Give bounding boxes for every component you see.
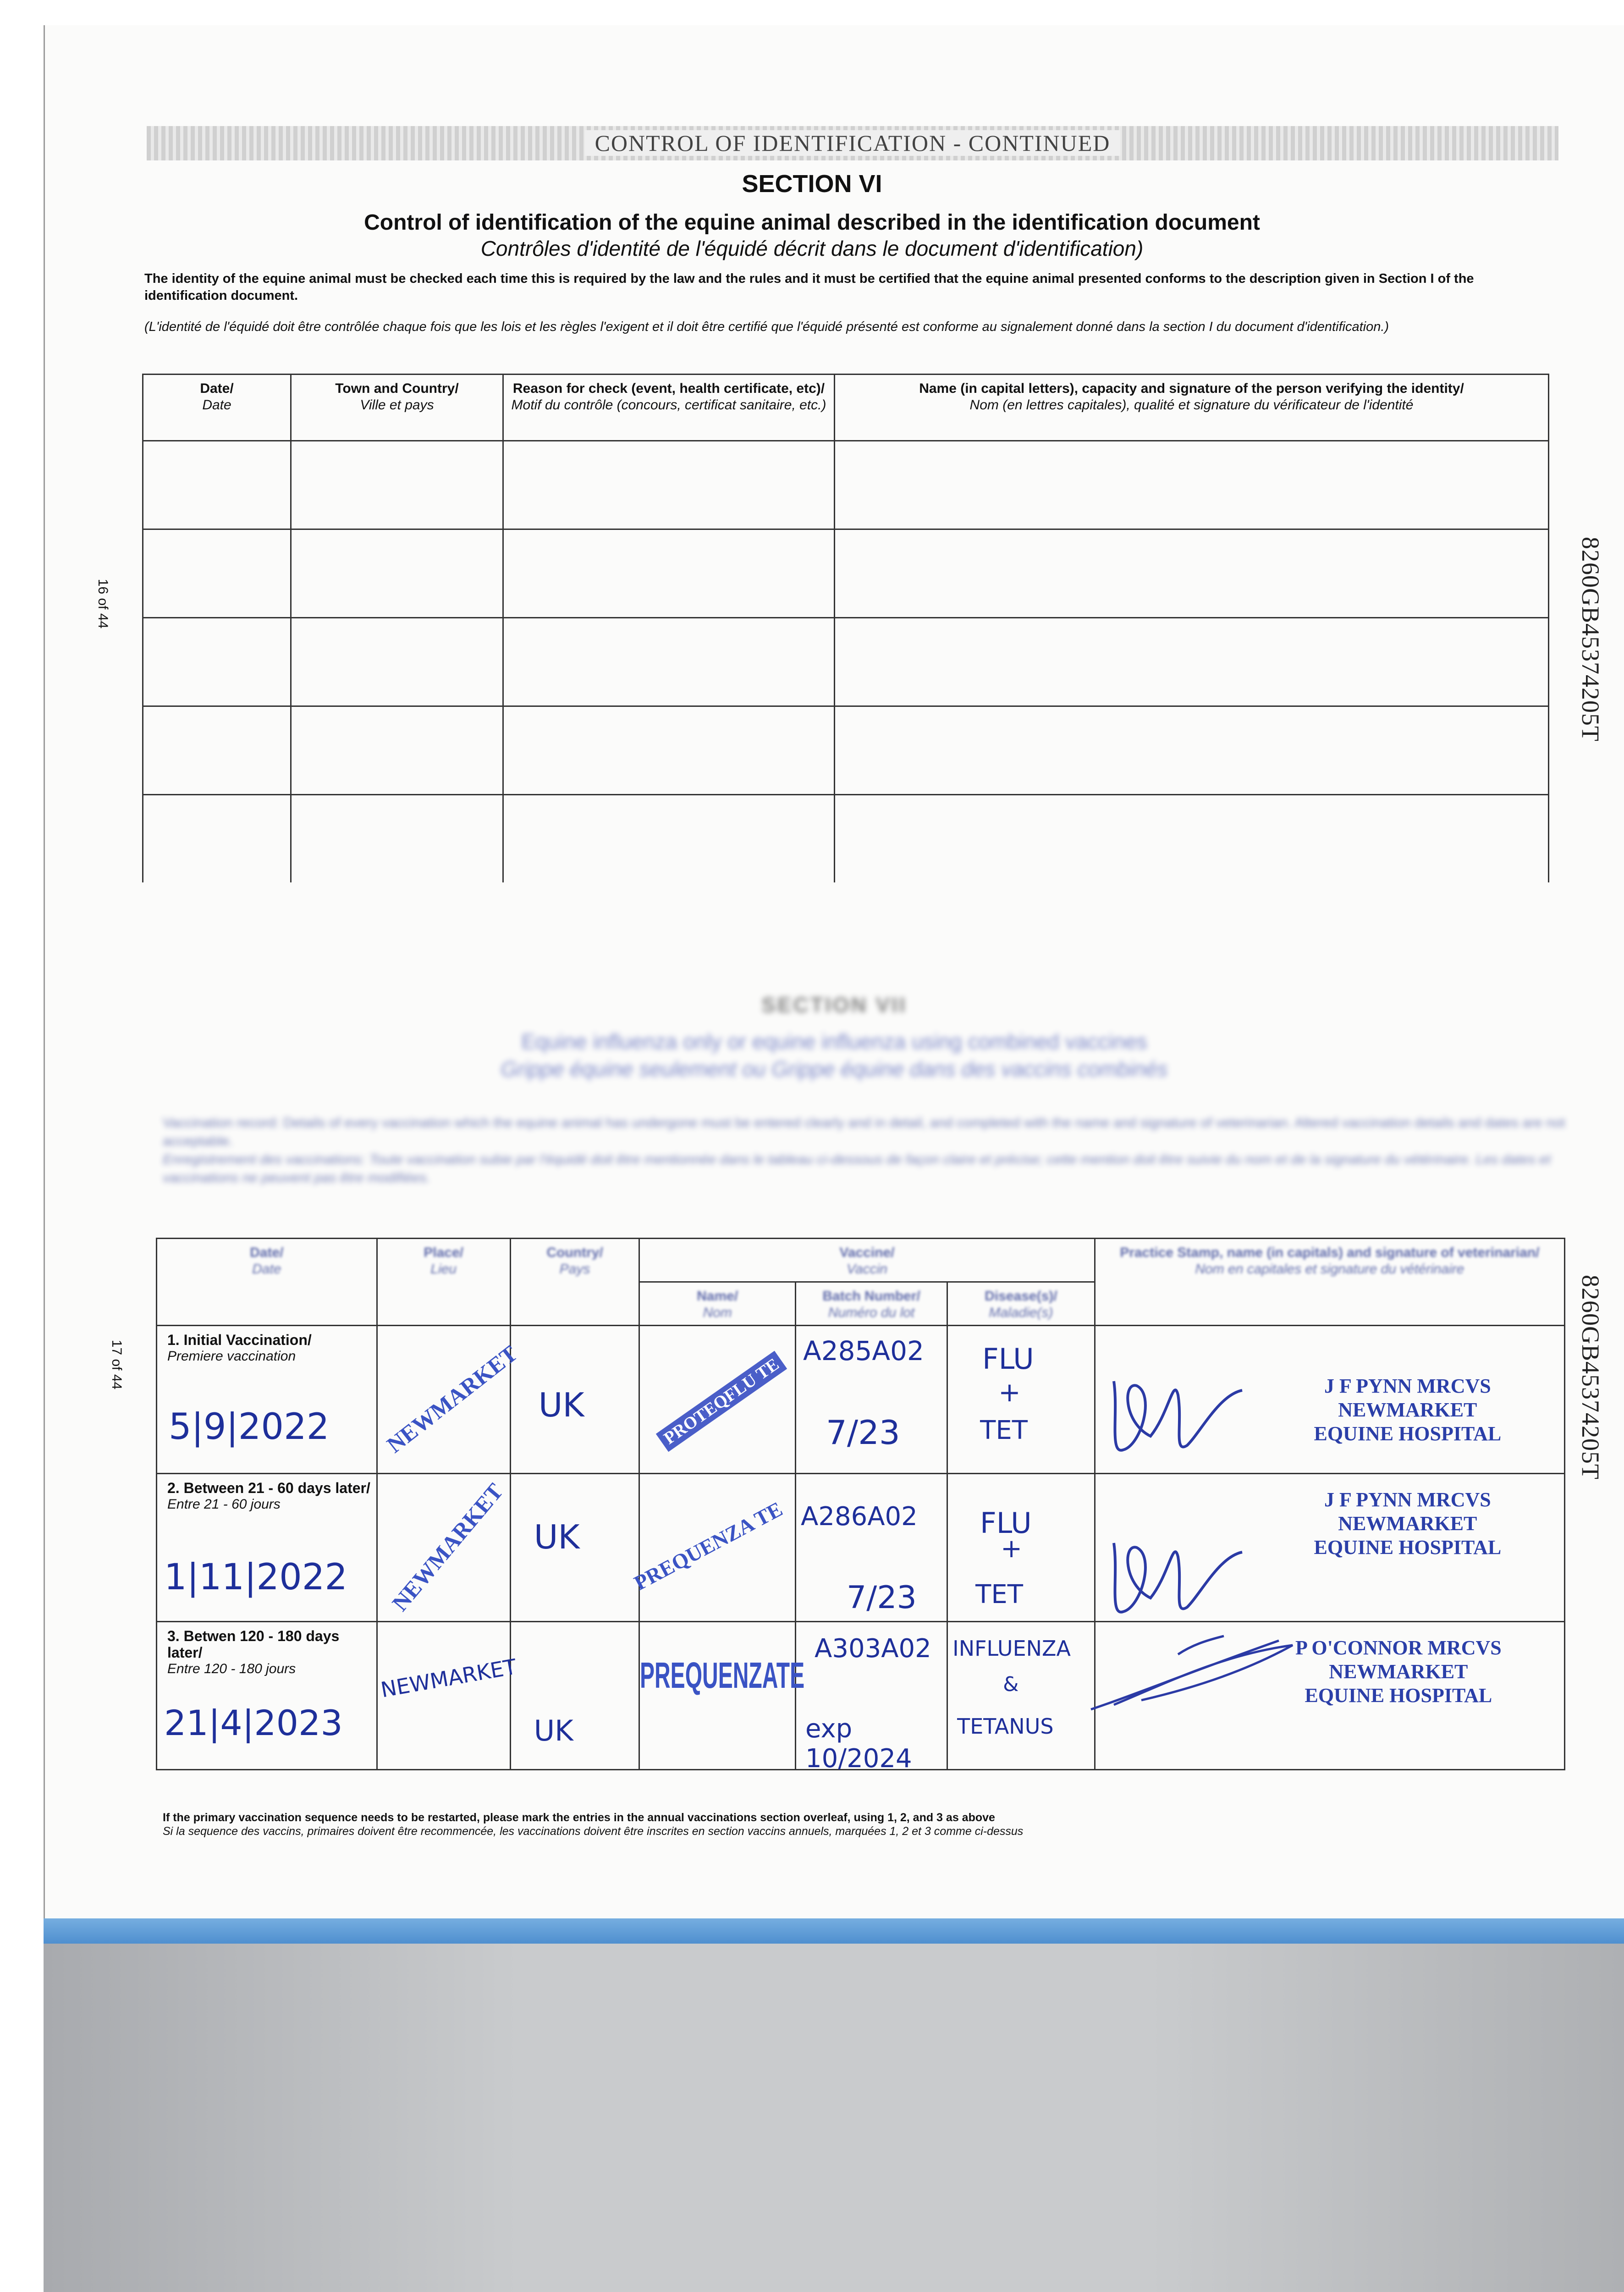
disease-2: TET	[975, 1580, 1023, 1609]
disease-2: TETANUS	[957, 1714, 1054, 1739]
cell-reason[interactable]	[503, 441, 835, 529]
col-batch: Batch Number/ Numéro du lot	[796, 1282, 947, 1326]
cell-town[interactable]	[291, 706, 503, 795]
cell-reason[interactable]	[503, 795, 835, 883]
table-row	[143, 618, 1549, 706]
table-row	[157, 1474, 1565, 1622]
col-date: Date/ Date	[157, 1239, 377, 1326]
cell-batch	[796, 1622, 947, 1774]
vet-stamp: P O'CONNOR MRCVS NEWMARKET EQUINE HOSPITAL	[1295, 1636, 1502, 1707]
vaccination-table	[156, 1238, 1565, 1774]
section-vi-intro-fr: (L'identité de l'équidé doit être contrôlée chaque fois que les lois et les règles l'exigent et il doit être certifié que l'équidé présenté est conforme au signalement donné dans la section I du document d'identification.)	[144, 320, 1389, 334]
cell-date[interactable]	[143, 618, 291, 706]
cell-country	[510, 1326, 639, 1474]
cell-reason[interactable]	[503, 706, 835, 795]
col-disease: Disease(s)/ Maladie(s)	[947, 1282, 1095, 1326]
col-place: Place/ Lieu	[377, 1239, 510, 1326]
cell-vaccine-name	[639, 1622, 805, 1770]
cell-town[interactable]	[291, 795, 503, 883]
batch-expiry: exp 10/2024	[805, 1714, 912, 1774]
place-stamp: NEWMARKET	[386, 1478, 508, 1616]
cell-stamp	[1095, 1326, 1564, 1474]
table-row	[143, 706, 1549, 795]
col-stamp: Practice Stamp, name (in capitals) and signature of veterinarian/ Nom en capitales et signature du vétérinaire	[1095, 1239, 1564, 1326]
row-label: 3. Betwen 120 - 180 days later/ Entre 120 - 180 jours	[167, 1628, 340, 1676]
section-band	[147, 126, 1558, 160]
col-vaccine-name: Name/ Nom	[639, 1282, 796, 1326]
cell-place	[377, 1622, 518, 1770]
cell-disease	[947, 1474, 1095, 1622]
section-vi-heading: Control of identification of the equine animal described in the identification document	[364, 210, 1260, 235]
vaccination-date: 5|9|2022	[169, 1406, 330, 1448]
cell-date	[157, 1326, 377, 1474]
row-label: 2. Between 21 - 60 days later/ Entre 21 - 60 jours	[167, 1480, 370, 1512]
col-vaccine: Vaccine/ Vaccin	[639, 1239, 1095, 1282]
cell-town[interactable]	[291, 618, 503, 706]
disease-2: TET	[980, 1416, 1028, 1445]
vaccine-stamp: PREQUENZA TE	[630, 1497, 787, 1595]
scanner-background	[44, 1944, 1624, 2292]
table-row	[143, 441, 1549, 529]
cell-disease	[947, 1622, 1095, 1770]
disease-1: FLU	[980, 1506, 1032, 1540]
disease-1: FLU	[982, 1342, 1034, 1376]
col-reason: Reason for check (event, health certificate, etc)/ Motif du contrôle (concours, certificat sanitaire, etc.)	[503, 375, 835, 441]
country: UK	[534, 1518, 580, 1556]
cell-date[interactable]	[143, 529, 291, 618]
cell-reason[interactable]	[503, 529, 835, 618]
cell-town[interactable]	[291, 441, 503, 529]
cell-verifier[interactable]	[835, 618, 1549, 706]
col-verifier: Name (in capital letters), capacity and signature of the person verifying the identity/ Nom (en lettres capitales), qualité et signature du vérificateur de l'identité	[835, 375, 1549, 441]
scanner-edge-strip	[44, 1918, 1624, 1944]
section-vii-intro: Vaccination record: Details of every vaccination which the equine animal has undergone must be entered clearly and in detail, and completed with the name and signature of veterinarian. Altered vaccination details and dates are not acceptable.	[163, 1115, 1565, 1149]
section-vi-intro: The identity of the equine animal must be checked each time this is required by the law and the rules and it must be certified that the equine animal presented conforms to the description given in Section I of the identification document.	[144, 271, 1474, 303]
batch-number: A303A02	[815, 1634, 931, 1664]
cell-verifier[interactable]	[835, 529, 1549, 618]
table-row	[143, 795, 1549, 883]
cell-stamp	[1095, 1622, 1564, 1770]
vet-stamp: J F PYNN MRCVS NEWMARKET EQUINE HOSPITAL	[1314, 1375, 1502, 1445]
col-date: Date/ Date	[143, 375, 291, 441]
section-vii-intro-fr: Enregistrement des vaccinations: Toute vaccination subie par l'équidé doit être mentionnée dans le tableau ci-dessous de façon claire et précise; cette mention doit être suivie du nom et de la signature du vétérinaire. Les dates et vaccinations ne peuvent pas être modifiées.	[163, 1152, 1551, 1185]
section-vii-heading: Equine influenza only or equine influenza using combined vaccines	[521, 1030, 1147, 1053]
col-country: Country/ Pays	[510, 1239, 639, 1326]
country: UK	[538, 1386, 584, 1424]
cell-batch	[796, 1474, 947, 1622]
vet-signature	[1105, 1529, 1251, 1621]
cell-stamp	[1095, 1474, 1564, 1622]
batch-number: A286A02	[801, 1502, 918, 1532]
cell-verifier[interactable]	[835, 706, 1549, 795]
table-header-row	[143, 375, 1549, 441]
cell-date[interactable]	[143, 706, 291, 795]
disease-join: +	[1001, 1534, 1023, 1564]
country: UK	[534, 1714, 573, 1747]
place-stamp: NEWMARKET	[381, 1340, 522, 1458]
table-row	[157, 1326, 1565, 1474]
cell-batch	[796, 1326, 947, 1474]
table-header-row	[157, 1239, 1565, 1282]
cell-reason[interactable]	[503, 618, 835, 706]
disease-1: INFLUENZA	[952, 1636, 1071, 1661]
cell-town[interactable]	[291, 529, 503, 618]
document-id-upper: 8260GB45374205T	[1577, 537, 1604, 742]
disease-join: +	[998, 1377, 1021, 1408]
cell-vaccine-name	[630, 1474, 796, 1622]
section-vii-title: SECTION VII	[761, 993, 907, 1017]
batch-expiry: 7/23	[847, 1580, 917, 1616]
place-handwritten: NEWMARKET	[379, 1654, 518, 1702]
section-vi-heading-fr: Contrôles d'identité de l'équidé décrit dans le document d'identification)	[480, 237, 1144, 260]
cell-date[interactable]	[143, 795, 291, 883]
cell-country	[510, 1622, 639, 1770]
cell-verifier[interactable]	[835, 795, 1549, 883]
row-label: 1. Initial Vaccination/ Premiere vaccination	[167, 1332, 312, 1364]
section-vi-title: SECTION VI	[742, 170, 882, 198]
vet-signature	[1105, 1367, 1256, 1459]
cell-country	[510, 1474, 639, 1622]
cell-disease	[947, 1326, 1095, 1474]
cell-date	[157, 1474, 377, 1622]
table-row	[143, 529, 1549, 618]
cell-date	[157, 1622, 377, 1770]
section-vii-header	[110, 981, 1565, 1201]
vaccine-stamp: PROTEQFLU TE	[656, 1351, 787, 1452]
restart-note: If the primary vaccination sequence needs to be restarted, please mark the entries in the annual vaccinations section overleaf, using 1, 2, and 3 as above Si la sequence des vaccins, primaires doivent être recommencée, les vaccinations doivent être inscrites en section vaccins annuels, marquées 1, 2 et 3 comme ci-dessus	[163, 1811, 1024, 1838]
vaccination-date: 1|11|2022	[164, 1557, 347, 1598]
cell-date[interactable]	[143, 441, 291, 529]
band-title: CONTROL OF IDENTIFICATION - CONTINUED	[147, 126, 1558, 160]
identification-check-table	[142, 374, 1549, 882]
disease-join: &	[1003, 1673, 1019, 1696]
vaccination-date: 21|4|2023	[164, 1702, 343, 1743]
batch-number: A285A02	[803, 1335, 924, 1366]
cell-place	[377, 1474, 510, 1622]
document-id-lower: 8260GB45374205T	[1577, 1275, 1604, 1480]
vet-stamp: J F PYNN MRCVS NEWMARKET EQUINE HOSPITAL	[1314, 1488, 1502, 1559]
cell-verifier[interactable]	[835, 441, 1549, 529]
batch-expiry: 7/23	[826, 1413, 900, 1452]
table-row	[157, 1622, 1565, 1770]
page-number-17: 17 of 44	[109, 1339, 125, 1390]
page-number-16: 16 of 44	[95, 579, 111, 629]
cell-place	[377, 1326, 522, 1474]
section-vii-heading-fr: Grippe équine seulement ou Grippe équine dans des vaccins combinés	[501, 1057, 1168, 1081]
col-town-country: Town and Country/ Ville et pays	[291, 375, 503, 441]
vaccine-stamp: PREQUENZATE	[640, 1655, 805, 1696]
cell-vaccine-name	[639, 1326, 796, 1474]
